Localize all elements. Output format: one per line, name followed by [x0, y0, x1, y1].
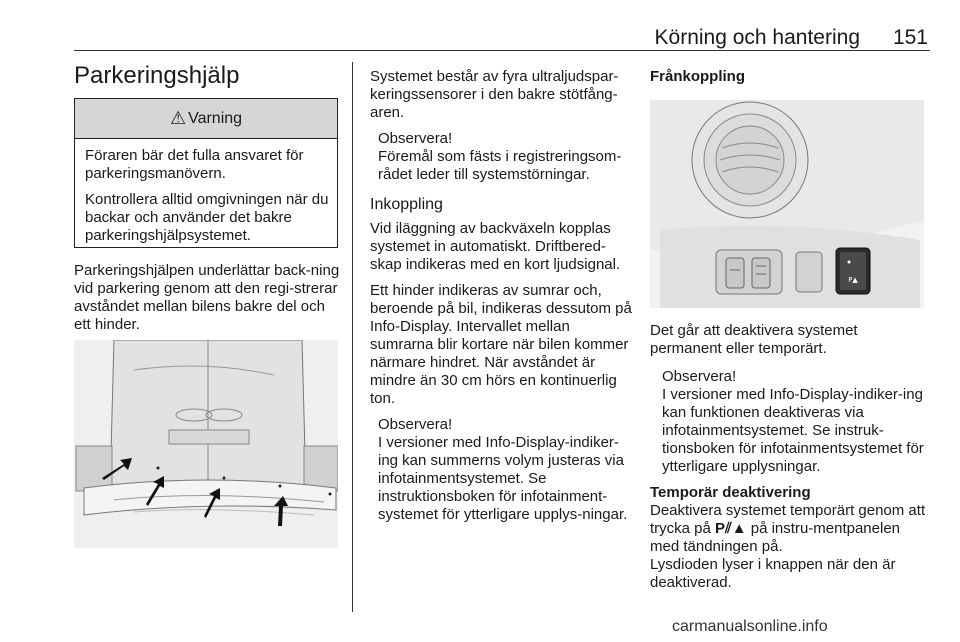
column-3-heading-wrap — [650, 68, 930, 85]
led-paragraph: Lysdioden lyser i knappen när den är deaktiverad. — [650, 556, 896, 591]
subheading-activation: Inkoppling — [370, 196, 443, 213]
note-label: Observera! — [662, 368, 737, 385]
note-block — [370, 416, 632, 524]
subheading-deactivation: Frånkoppling — [650, 68, 745, 85]
footer-watermark[interactable]: carmanualsonline.info — [672, 618, 828, 635]
warning-heading: Varning — [188, 109, 243, 127]
dashboard-switch-illustration — [650, 100, 924, 308]
subheading-temporary: Temporär deaktivering — [650, 484, 811, 501]
warning-header — [75, 99, 337, 139]
obstacle-paragraph: Ett hinder indikeras av sumrar och, beroende på bil, indikeras dessutom på Info-Display. Intervallet mellan sumrarna blir kortare när bilen kommer närmare hindret. När avståndet är mindre än 30 cm hörs en kontinuerlig ton. — [370, 282, 632, 407]
temporary-text-a: Deaktivera systemet temporärt genom att trycka på — [650, 502, 926, 537]
temporary-paragraph — [650, 502, 930, 556]
warning-triangle-icon: ⚠ — [169, 108, 187, 128]
header-title: Körning och hantering — [654, 26, 860, 49]
warning-box — [74, 98, 338, 248]
svg-text:P▲: P▲ — [848, 276, 858, 284]
sensors-paragraph: Systemet består av fyra ultraljudspar-keringssensorer i den bakre stötfång-aren. — [370, 68, 619, 121]
parking-assist-button-icon: P⫽▲ — [715, 520, 747, 537]
column-3 — [650, 322, 930, 592]
column-2 — [370, 68, 632, 524]
header-rule — [74, 50, 930, 51]
rear-bumper-sensors-illustration — [74, 340, 338, 548]
note-text: I versioner med Info-Display-indiker-ing kan funktionen deaktiveras via infotainmentsystemet. Se instruk-tionsboken för infotainmentsystemet för ytterligare upplysningar. — [662, 386, 924, 475]
temporary-text-b: på instru-mentpanelen med tändningen på. — [650, 520, 901, 555]
activation-paragraph: Vid iläggning av backväxeln kopplas systemet in automatiskt. Driftbered-skap indikeras med en kort ljudsignal. — [370, 220, 621, 273]
warning-paragraph: Kontrollera alltid omgivningen när du backar och använder det bakre parkeringshjälpsystemet. — [85, 191, 329, 244]
note-block — [650, 368, 930, 476]
note-label: Observera! — [378, 416, 453, 433]
note-block — [370, 130, 632, 184]
warning-paragraph: Föraren bär det fulla ansvaret för parkeringsmanövern. — [85, 147, 304, 182]
intro-paragraph: Parkeringshjälpen underlättar back-ning vid parkering genom att den regi-strerar avståndet mellan bilens bakre del och ett hinder. — [74, 262, 340, 333]
column-divider — [352, 62, 353, 612]
page-number: 151 — [892, 26, 928, 49]
note-label: Observera! — [378, 130, 453, 147]
section-title: Parkeringshjälp — [74, 62, 240, 89]
note-text: Föremål som fästs i registreringsom-rådet leder till systemstörningar. — [378, 148, 622, 183]
warning-body — [85, 147, 331, 253]
deactivation-intro: Det går att deaktivera systemet permanent eller temporärt. — [650, 322, 858, 357]
note-text: I versioner med Info-Display-indiker-ing kan summerns volym justeras via infotainmentsystemet. Se instruktionsboken för infotainment-systemet för ytterligare upplys-ningar. — [378, 434, 628, 523]
